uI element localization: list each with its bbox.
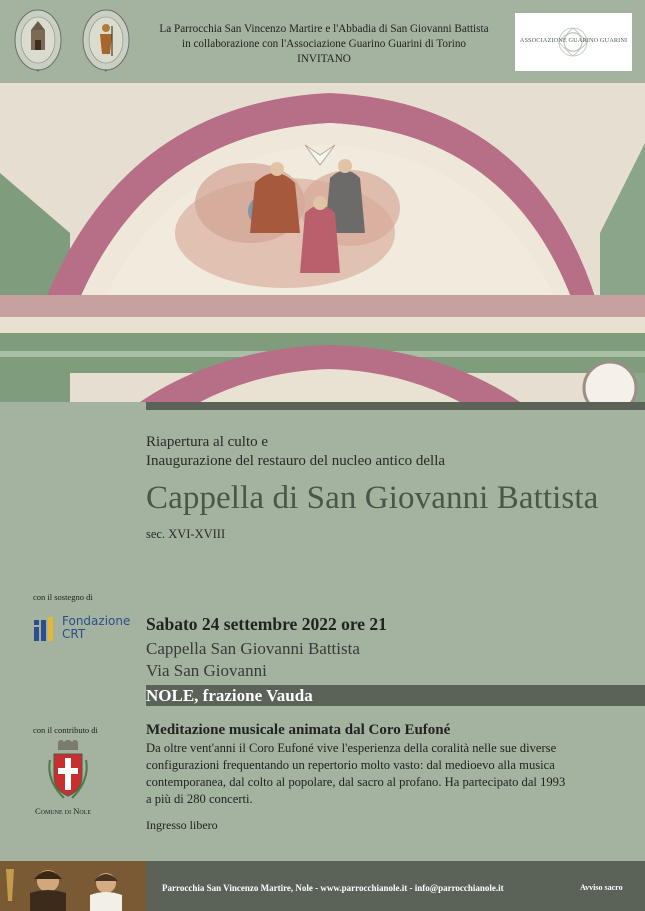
entry-note: Ingresso libero xyxy=(146,818,218,832)
invite-line-2: in collaborazione con l'Associazione Guarino Guarini di Torino xyxy=(181,38,467,50)
event-date: Sabato 24 settembre 2022 ore 21 xyxy=(146,614,387,634)
nole-coat-of-arms-icon xyxy=(44,740,92,804)
event-place xyxy=(146,638,360,682)
sponsor-name xyxy=(62,615,130,641)
event-town: NOLE, frazione Vauda xyxy=(146,686,313,705)
association-logo-text: ASSOCIAZIONE GUARINO GUARINI xyxy=(519,37,628,44)
century-subtitle: sec. XVI-XVIII xyxy=(146,527,226,541)
contributor-label: con il contributo di xyxy=(33,725,98,735)
saints-painting-image xyxy=(0,861,146,911)
invite-line-1: La Parrocchia San Vincenzo Martire e l'Abbadia di San Giovanni Battista xyxy=(159,23,489,35)
event-place-line-1: Cappella San Giovanni Battista xyxy=(146,639,360,658)
sponsor-name-line-2: CRT xyxy=(62,627,86,641)
event-place-line-2: Via San Giovanni xyxy=(146,661,267,680)
sponsor-name-line-1: Fondazione xyxy=(62,614,131,628)
intro-line-1: Riapertura al culto e xyxy=(146,434,269,450)
abbey-seal-icon xyxy=(82,8,130,76)
footer-contact: Parrocchia San Vincenzo Martire, Nole - www.parrocchianole.it - info@parrocchianole.it xyxy=(162,883,504,893)
intro-text xyxy=(146,433,445,471)
association-logo xyxy=(515,13,632,71)
chapel-fresco-image xyxy=(0,83,645,402)
invite-text xyxy=(146,22,502,67)
fondazione-crt-icon xyxy=(34,617,58,641)
header xyxy=(0,0,645,83)
sponsor-logo xyxy=(34,614,134,644)
svg-text:+: + xyxy=(36,69,40,75)
invite-line-3: INVITANO xyxy=(297,53,351,65)
music-title: Meditazione musicale animata dal Coro Eufoné xyxy=(146,722,451,738)
divider-bar xyxy=(146,402,645,410)
svg-text:+: + xyxy=(104,69,108,75)
contributor-name: Comune di Nole xyxy=(35,806,92,816)
music-description: Da oltre vent'anni il Coro Eufoné vive l'esperienza della coralità nelle sue diverse configurazioni frequentando un repertorio molto vasto: dal medioevo alla musica contemporanea, dal colto al popolare, dal sacro al profano. Ha partecipato dal 1993 a più di 280 concerti. xyxy=(146,741,566,806)
page-title: Cappella di San Giovanni Battista xyxy=(146,480,599,516)
sponsor-label: con il sostegno di xyxy=(33,592,93,602)
intro-line-2: Inaugurazione del restauro del nucleo antico della xyxy=(146,453,446,469)
parish-seal-icon xyxy=(14,8,62,76)
footer-notice: Avviso sacro xyxy=(580,883,623,892)
